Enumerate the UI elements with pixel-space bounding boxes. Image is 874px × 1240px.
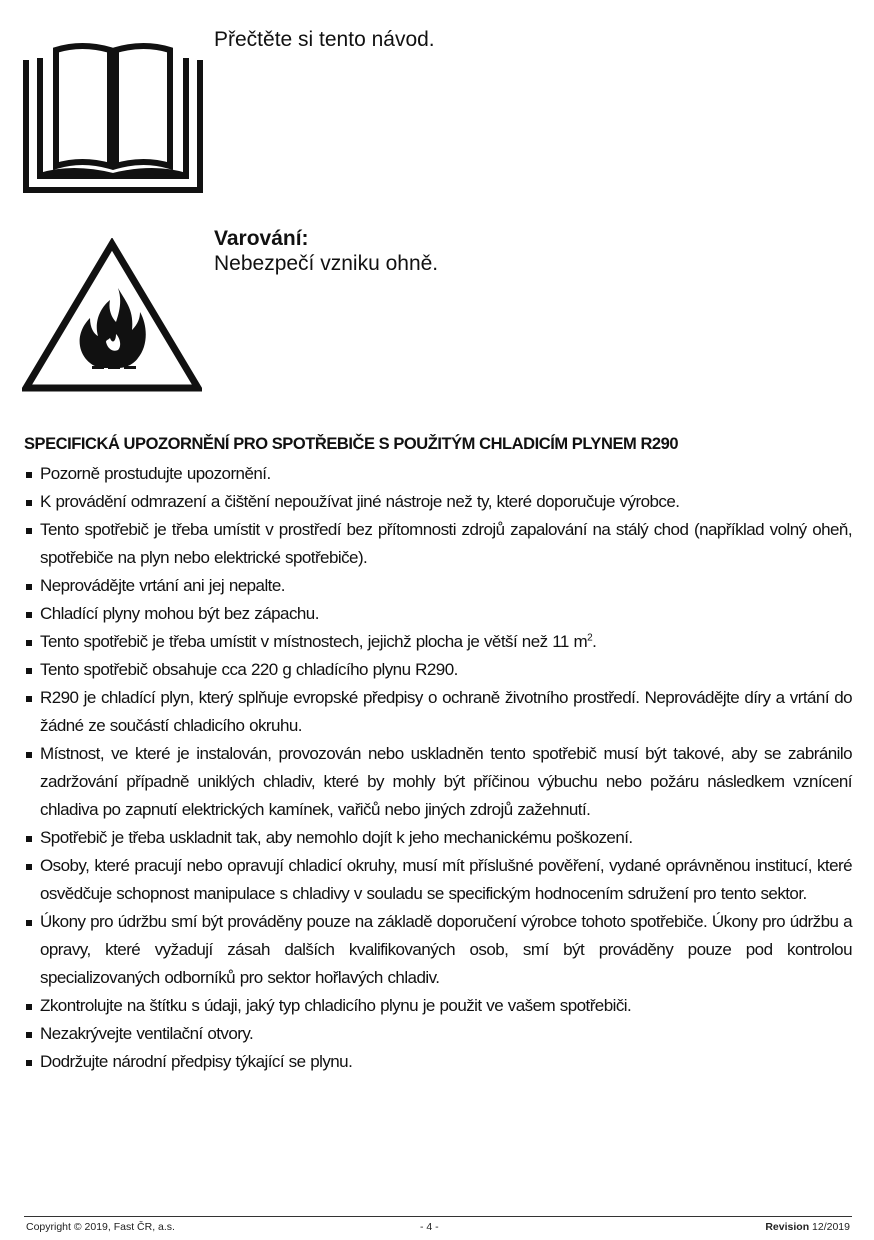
warning-text: Nebezpečí vzniku ohně. xyxy=(214,252,439,275)
list-item: Chladící plyny mohou být bez zápachu. xyxy=(24,600,852,628)
footer-revision xyxy=(765,1221,850,1233)
list-item: Nezakrývejte ventilační otvory. xyxy=(24,1020,852,1048)
list-item: Spotřebič je třeba uskladnit tak, aby nemohlo dojít k jeho mechanickému poškození. xyxy=(24,824,852,852)
footer-page-number: - 4 - xyxy=(420,1221,439,1233)
warnings-list xyxy=(24,460,852,1076)
list-item: Osoby, které pracují nebo opravují chladicí okruhy, musí mít příslušné pověření, vydané oprávněnou institucí, které osvědčuje schopnost manipulace s chladivy v souladu se specifickým hodnocením sdružení pro tento sektor. xyxy=(24,852,852,908)
list-item: Tento spotřebič obsahuje cca 220 g chladícího plynu R290. xyxy=(24,656,852,684)
refrigerant-warnings-section xyxy=(24,432,852,1076)
area-superscript: 2 xyxy=(587,632,593,644)
section-heading: SPECIFICKÁ UPOZORNĚNÍ PRO SPOTŘEBIČE S POUŽITÝM CHLADICÍM PLYNEM R290 xyxy=(24,435,679,453)
revision-label: Revision xyxy=(765,1221,810,1233)
footer-divider xyxy=(24,1216,852,1217)
revision-date: 12/2019 xyxy=(812,1221,850,1233)
list-item: K provádění odmrazení a čištění nepoužívat jiné nástroje než ty, které doporučuje výrobce. xyxy=(24,488,852,516)
warning-title: Varování: xyxy=(214,227,309,250)
flammable-warning-icon xyxy=(22,238,202,393)
list-item: Zkontrolujte na štítku s údaji, jaký typ chladicího plynu je použit ve vašem spotřebiči. xyxy=(24,992,852,1020)
read-manual-notice: Přečtěte si tento návod. xyxy=(214,28,435,51)
list-item: Tento spotřebič je třeba umístit v místnostech, jejichž plocha je větší než 11 $m^2$. xyxy=(24,628,852,656)
list-item: Místnost, ve které je instalován, provozován nebo uskladněn tento spotřebič musí být takové, aby se zabránilo zadržování případně uniklých chladiv, které by mohly být příčinou výbuchu nebo požáru následkem vznícení chladiva po zapnutí elektrických kamínek, vařičů nebo jiných zdrojů zažehnutí. xyxy=(24,740,852,824)
list-item: Pozorně prostudujte upozornění. xyxy=(24,460,852,488)
list-item: Neprovádějte vrtání ani jej nepalte. xyxy=(24,572,852,600)
list-item: Tento spotřebič je třeba umístit v prostředí bez přítomnosti zdrojů zapalování na stálý chod (například volný oheň, spotřebiče na plyn nebo elektrické spotřebiče). xyxy=(24,516,852,572)
list-item: R290 je chladící plyn, který splňuje evropské předpisy o ochraně životního prostředí. Neprovádějte díry a vrtání do žádné ze součástí chladicího okruhu. xyxy=(24,684,852,740)
list-item: Úkony pro údržbu smí být prováděny pouze na základě doporučení výrobce tohoto spotřebiče. Úkony pro údržbu a opravy, které vyžadují zásah dalších kvalifikovaných osob, smí být prováděny pouze pod kontrolou specializovaných odborníků pro sektor hořlavých chladiv. xyxy=(24,908,852,992)
read-manual-icon xyxy=(22,40,204,194)
footer-copyright: Copyright © 2019, Fast ČR, a.s. xyxy=(26,1221,175,1233)
list-item: Dodržujte národní předpisy týkající se plynu. xyxy=(24,1048,852,1076)
